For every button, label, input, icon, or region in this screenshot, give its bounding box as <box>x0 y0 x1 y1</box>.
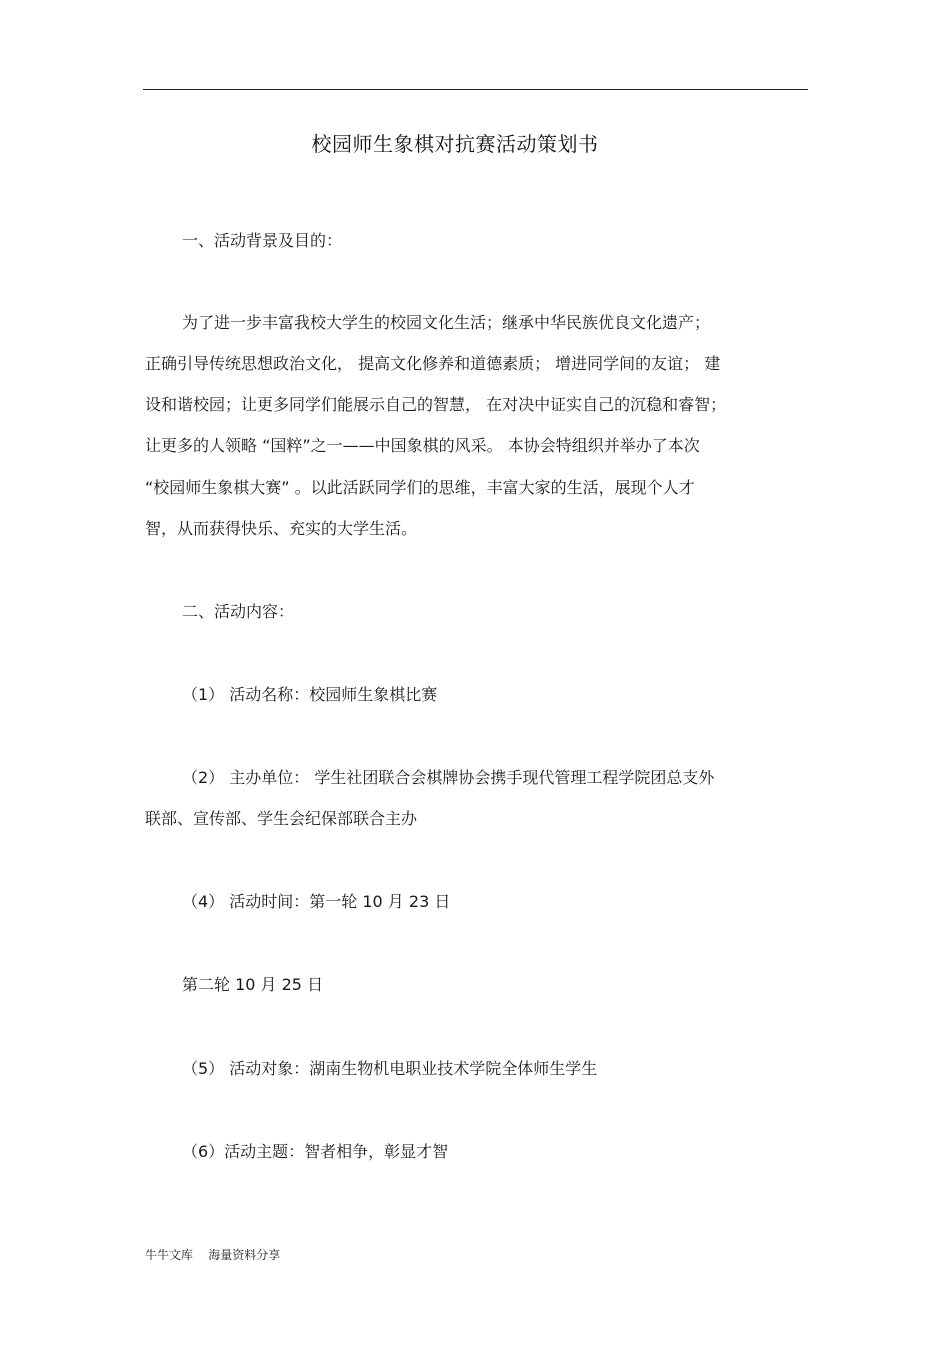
section1-paragraph-line-1: 为了进一步丰富我校大学生的校园文化生活；继承中华民族优良文化遗产； <box>182 313 711 332</box>
section2-heading: 二、活动内容： <box>182 602 295 621</box>
item-4-activity-time: （4） 活动时间：第一轮 10 月 23 日 <box>182 892 451 911</box>
header-rule <box>143 89 808 90</box>
footer-text: 牛牛文库 海量资料分享 <box>145 1248 281 1262</box>
item-2-organizer-line-1: （2） 主办单位： 学生社团联合会棋牌协会携手现代管理工程学院团总支外 <box>182 768 715 787</box>
section1-paragraph-line-5: “校园师生象棋大赛” 。以此活跃同学们的思维，丰富大家的生活，展现个人才 <box>145 478 695 497</box>
section1-heading: 一、活动背景及目的： <box>182 231 343 250</box>
section1-paragraph-line-6: 智，从而获得快乐、充实的大学生活。 <box>145 519 418 538</box>
section1-paragraph-line-4: 让更多的人领略 “国粹”之一——中国象棋的风采。 本协会特组织并举办了本次 <box>145 436 700 455</box>
item-6-theme: （6）活动主题：智者相争，彰显才智 <box>182 1142 449 1161</box>
section1-paragraph-line-2: 正确引导传统思想政治文化， 提高文化修养和道德素质； 增进同学间的友谊； 建 <box>145 354 721 373</box>
section1-paragraph-line-3: 设和谐校园；让更多同学们能展示自己的智慧， 在对决中证实自己的沉稳和睿智； <box>145 395 727 414</box>
item-2-organizer-line-2: 联部、宣传部、学生会纪保部联合主办 <box>145 809 418 828</box>
item-4-round-2: 第二轮 10 月 25 日 <box>182 975 324 994</box>
document-title: 校园师生象棋对抗赛活动策划书 <box>311 132 599 156</box>
item-5-audience: （5） 活动对象：湖南生物机电职业技术学院全体师生学生 <box>182 1059 598 1078</box>
item-1-activity-name: （1） 活动名称：校园师生象棋比赛 <box>182 685 438 704</box>
